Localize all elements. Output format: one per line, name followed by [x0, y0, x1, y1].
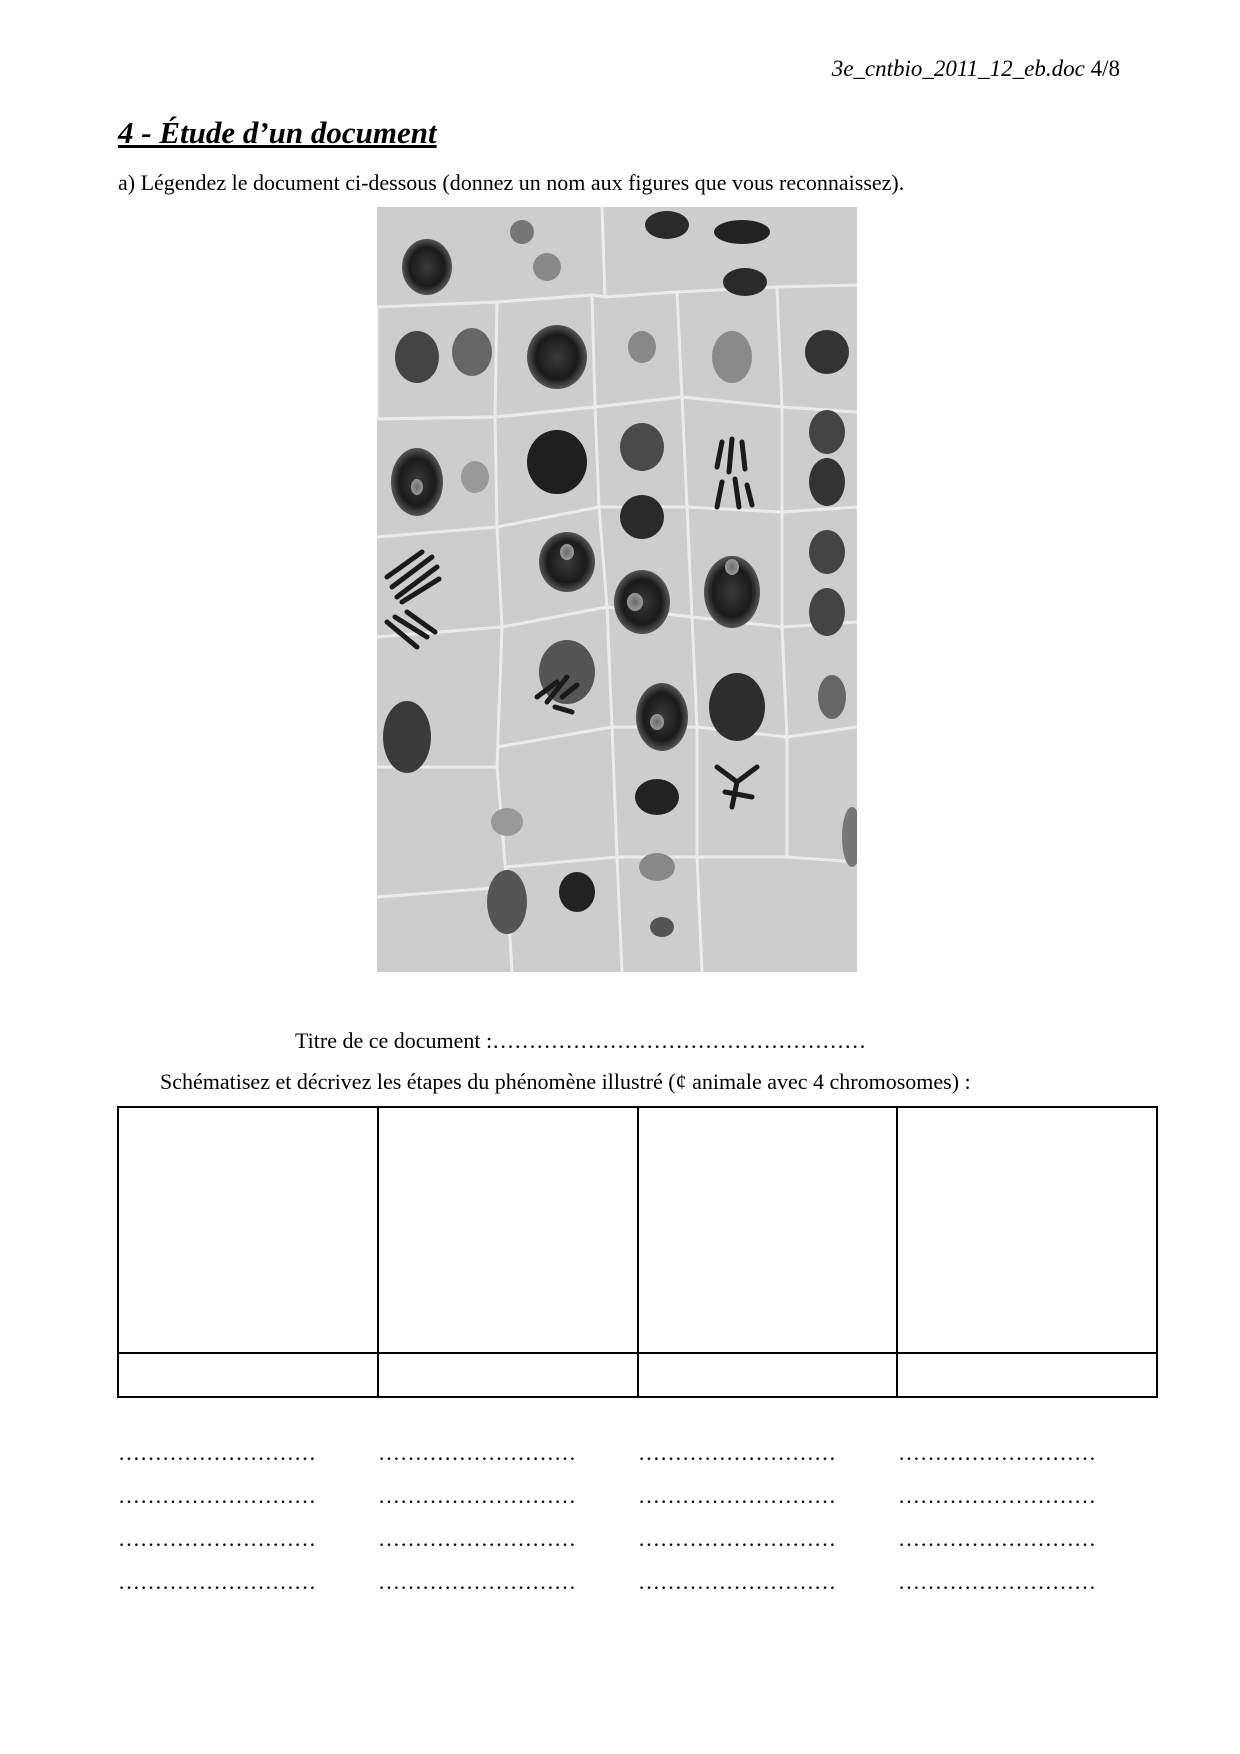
drawing-box-1[interactable] — [118, 1107, 378, 1353]
document-title-prompt: Titre de ce document :…………………………………………… — [295, 1028, 867, 1053]
label-box-1[interactable] — [118, 1353, 378, 1397]
dotted-line[interactable]: ……………………… — [898, 1483, 1096, 1508]
label-box-3[interactable] — [638, 1353, 898, 1397]
dotted-line[interactable]: ……………………… — [638, 1440, 836, 1465]
drawing-grid — [117, 1106, 1158, 1398]
label-box-2[interactable] — [378, 1353, 638, 1397]
dotted-line[interactable]: ……………………… — [118, 1569, 316, 1594]
dotted-line[interactable]: ……………………… — [118, 1440, 316, 1465]
instruction-text: a) Légendez le document ci-dessous (donnez un nom aux figures que vous reconnaissez). — [118, 170, 905, 195]
drawing-box-4[interactable] — [897, 1107, 1157, 1353]
answer-row — [118, 1569, 1158, 1612]
page-header — [832, 56, 1120, 82]
drawing-box-3[interactable] — [638, 1107, 898, 1353]
dotted-line[interactable]: ……………………… — [118, 1526, 316, 1551]
document-filename: 3e_cntbio_2011_12_eb.doc — [831, 56, 1085, 81]
answer-row — [118, 1483, 1158, 1526]
dotted-line[interactable]: ……………………… — [378, 1526, 576, 1551]
dotted-line[interactable]: ……………………… — [898, 1526, 1096, 1551]
dotted-line[interactable]: ……………………… — [898, 1440, 1096, 1465]
dotted-line[interactable]: ……………………… — [378, 1440, 576, 1465]
micrograph-image — [377, 207, 857, 972]
label-box-4[interactable] — [897, 1353, 1157, 1397]
dotted-line[interactable]: ……………………… — [118, 1483, 316, 1508]
answer-lines — [118, 1440, 1158, 1612]
dotted-line[interactable]: ……………………… — [378, 1569, 576, 1594]
dotted-line[interactable]: ……………………… — [638, 1569, 836, 1594]
drawing-box-2[interactable] — [378, 1107, 638, 1353]
dotted-line[interactable]: ……………………… — [898, 1569, 1096, 1594]
answer-row — [118, 1526, 1158, 1569]
dotted-line[interactable]: ……………………… — [638, 1483, 836, 1508]
dotted-line[interactable]: ……………………… — [378, 1483, 576, 1508]
page-number: 4/8 — [1090, 56, 1120, 81]
micrograph-drawing — [377, 207, 857, 972]
schema-prompt: Schématisez et décrivez les étapes du phénomène illustré (¢ animale avec 4 chromosomes) : — [160, 1069, 971, 1094]
answer-row — [118, 1440, 1158, 1483]
dotted-line[interactable]: ……………………… — [638, 1526, 836, 1551]
section-title: 4 - Étude d’un document — [118, 115, 437, 150]
